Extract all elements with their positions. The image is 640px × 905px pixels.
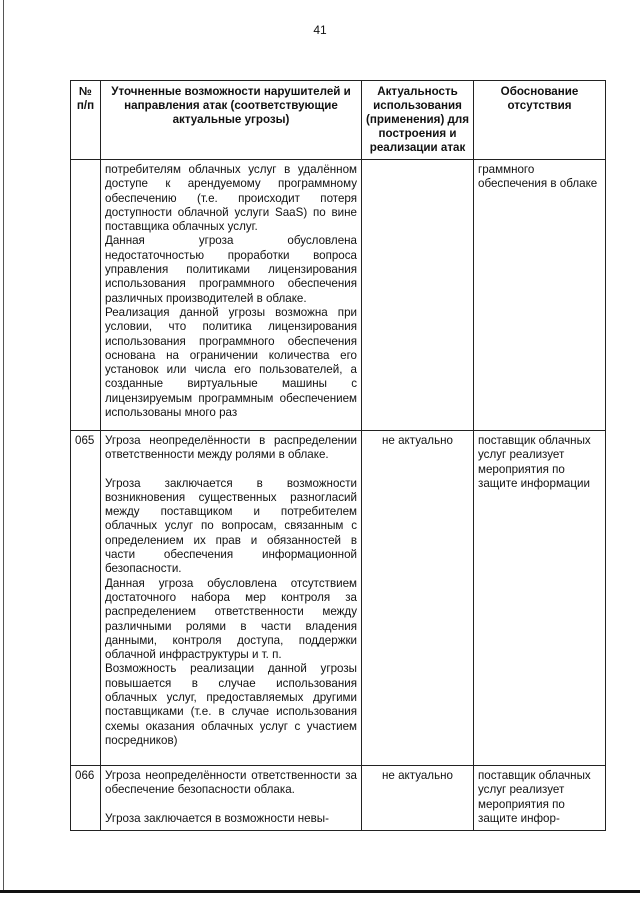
desc-paragraph: Угроза заключается в возможности невы-: [105, 811, 329, 825]
row-num: 066: [71, 766, 101, 831]
row-num: 065: [71, 431, 101, 766]
threats-table: [70, 80, 606, 831]
desc-paragraph: Данная угроза обусловлена отсутствием достаточного набора мер контроля за распределением ответственности между различными ролями в части владения данными, контроля доступа, поддержки облачной инфраструктуры и т. п.: [105, 576, 357, 662]
row-actuality: не актуально: [362, 431, 474, 766]
row-description: [101, 766, 362, 831]
row-description: [101, 160, 362, 431]
row-justification: поставщик облачных услуг реализует мероприятия по защите инфор-: [474, 766, 606, 831]
row-description: [101, 431, 362, 766]
header-justification: Обоснование отсутствия: [474, 81, 606, 160]
desc-paragraph: Данная угроза обусловлена недостаточностью проработки вопроса управления политиками лицензирования использования программного обеспечения различных производителей в облаке.: [105, 234, 357, 305]
header-desc: Уточненные возможности нарушителей и направления атак (соответствующие актуальные угрозы): [101, 81, 362, 160]
table-row: [71, 431, 606, 766]
row-justification: поставщик облачных услуг реализует мероприятия по защите информации: [474, 431, 606, 766]
desc-paragraph: Возможность реализации данной угрозы повышается в случае использования облачных услуг, предоставляемых другими поставщиками (т.е. в случае использования схемы оказания облачных услуг с участием посредников): [105, 662, 357, 747]
desc-paragraph: потребителям облачных услуг в удалённом доступе к арендуемому программному обеспечению (т.е. происходит потеря доступности облачной услуги SaaS) по вине поставщика облачных услуг.: [105, 163, 357, 234]
table-row: [71, 160, 606, 431]
desc-paragraph: Угроза заключается в возможности возникновения существенных разногласий между поставщиком и потребителем облачных услуг по вопросам, связанным с определением их прав и обязанностей в части обеспечения информационной безопасности.: [105, 476, 357, 576]
table-header-row: [71, 81, 606, 160]
desc-paragraph: Реализация данной угрозы возможна при условии, что политика лицензирования использования программного обеспечения основана на ограничении количества его установок или числа его пользователей, а созданные виртуальные машины с лицензируемым программным обеспечением использованы много раз: [105, 305, 357, 420]
page-number: 41: [313, 23, 327, 37]
row-justification: граммного обеспечения в облаке: [474, 160, 606, 431]
header-actuality: Актуальность использования (применения) для построения и реализации атак: [362, 81, 474, 160]
header-num: № п/п: [71, 81, 101, 160]
row-actuality: [362, 160, 474, 431]
table-row: [71, 766, 606, 831]
desc-paragraph: Угроза неопределённости ответственности за обеспечение безопасности облака.: [105, 769, 357, 797]
scan-bottom-edge: [0, 890, 640, 893]
desc-paragraph: Угроза неопределённости в распределении ответственности между ролями в облаке.: [105, 434, 357, 462]
scan-edge-line: [3, 0, 4, 890]
row-actuality: не актуально: [362, 766, 474, 831]
row-num: [71, 160, 101, 431]
